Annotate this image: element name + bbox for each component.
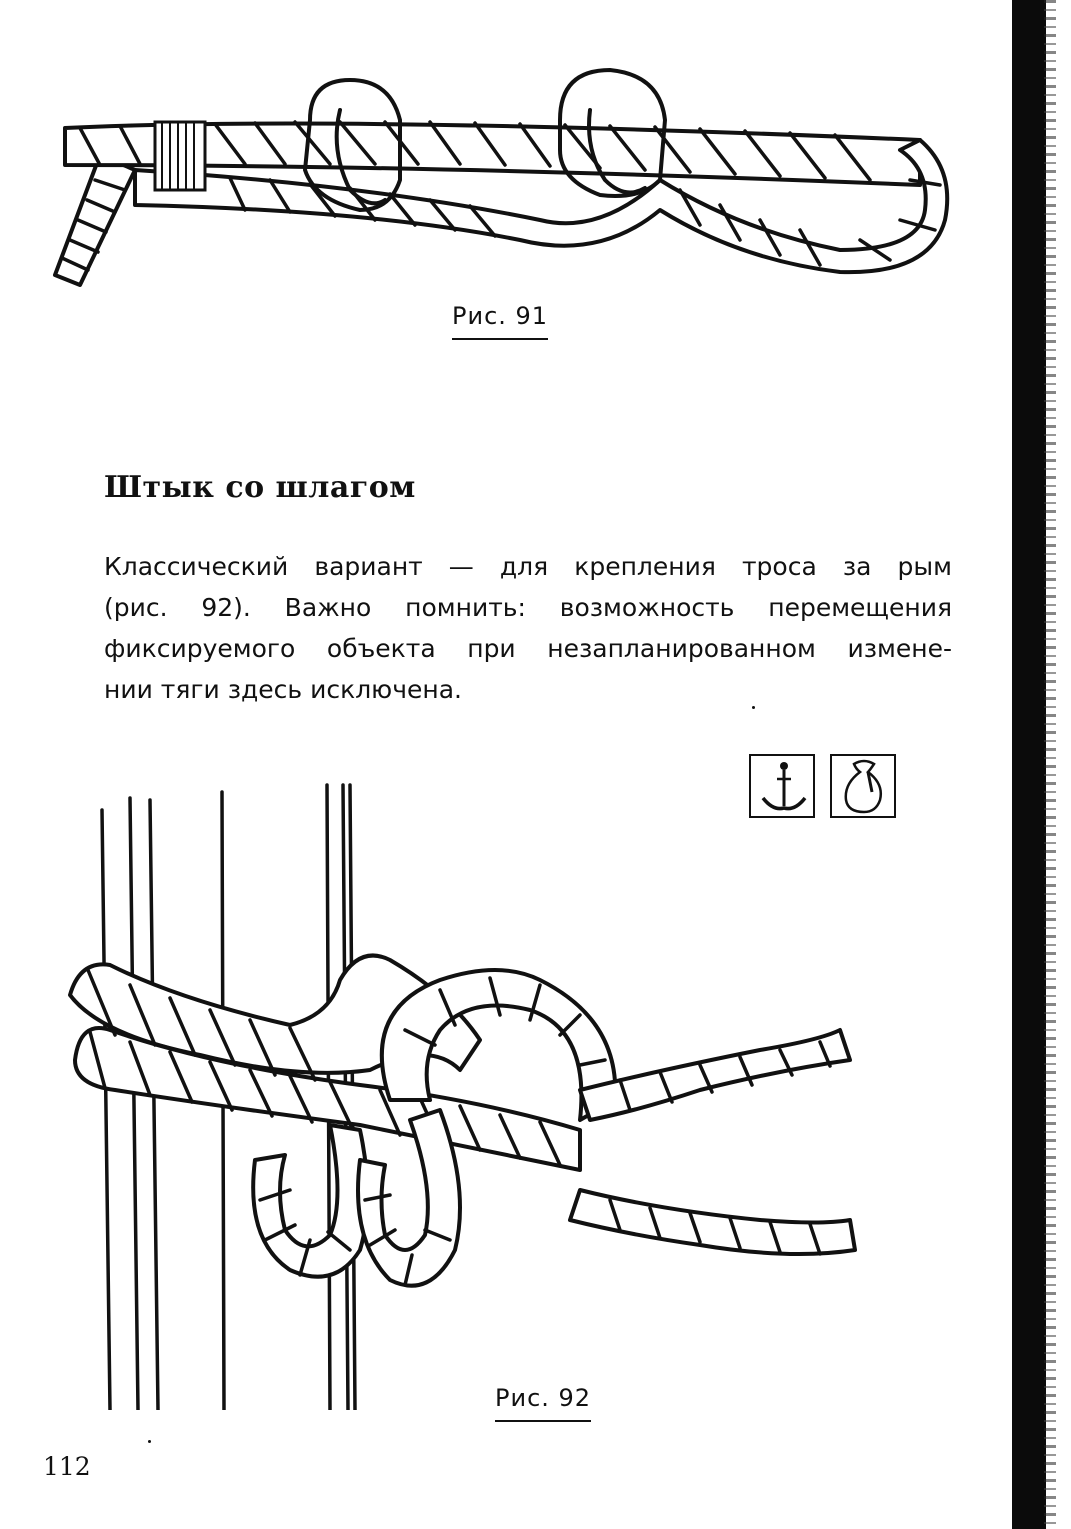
scan-speck (148, 1440, 151, 1443)
figure-92-illustration (60, 770, 920, 1410)
figure-91-caption: Рис. 91 (452, 302, 548, 340)
paragraph-line-2: (рис. 92). Важно помнить: возможность перемещения (104, 593, 952, 622)
section-heading: Штык со шлагом (104, 470, 416, 505)
section-paragraph (104, 546, 952, 710)
scanned-page-edge (1012, 0, 1046, 1529)
paragraph-line-3: фиксируемого объекта при незапланированном измене- (104, 634, 952, 663)
scanned-page-edge-fray (1044, 0, 1056, 1529)
figure-92-caption: Рис. 92 (495, 1384, 591, 1422)
paragraph-line-1: Классический вариант — для крепления троса за рым (104, 552, 952, 581)
paragraph-line-4: нии тяги здесь исключена. (104, 675, 462, 704)
scan-speck (752, 706, 755, 709)
figure-91-illustration (40, 60, 960, 300)
page-number: 112 (43, 1452, 91, 1481)
